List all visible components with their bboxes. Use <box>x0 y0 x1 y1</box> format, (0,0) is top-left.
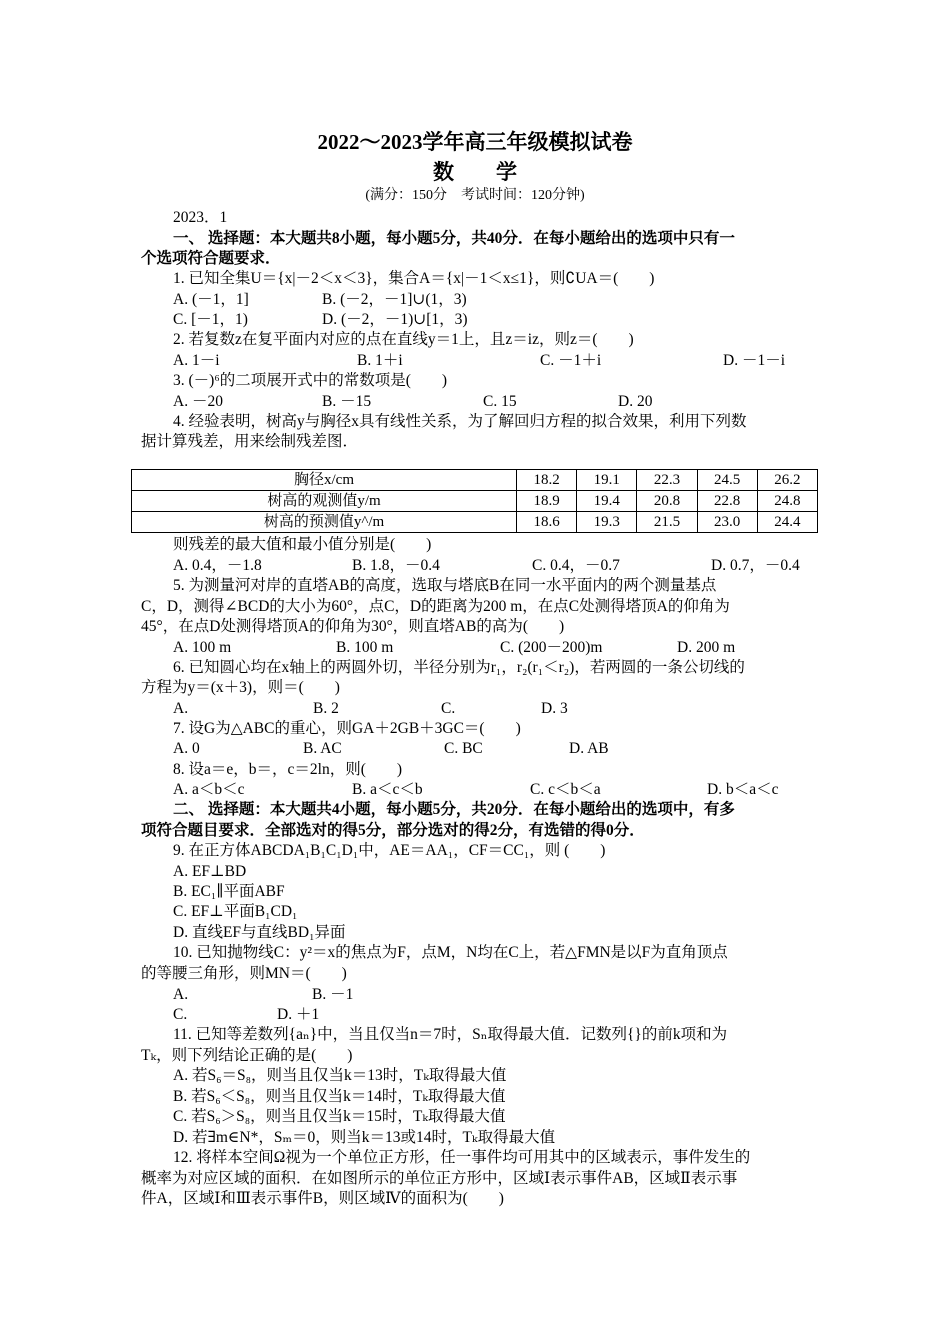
q4-option-d: D. 0.7，－0.4 <box>711 557 800 574</box>
table-cell: 19.1 <box>577 470 637 491</box>
table-cell: 18.2 <box>517 470 577 491</box>
q8-option-a: A. a＜b＜c <box>173 781 245 798</box>
question-10-stem-cont: 的等腰三角形，则MN＝( ) <box>141 965 347 982</box>
q11-option-b: B. 若S₆＜S₈，则当且仅当k＝14时，Tₖ取得最大值 <box>173 1088 506 1105</box>
subject-title: 数 学 <box>433 160 517 184</box>
question-7-stem: 7. 设G为△ABC的重心，则GA＋2GB＋3GC＝( ) <box>173 720 521 737</box>
question-5-stem-cont: C，D，测得∠BCD的大小为60°，点C，D的距离为200 m，在点C处测得塔顶A的仰角为 <box>141 598 730 615</box>
q10-option-b: B. －1 <box>312 986 354 1003</box>
q10-option-a: A. <box>173 986 189 1003</box>
q4-option-b: B. 1.8，－0.4 <box>352 557 440 574</box>
q3-option-d: D. 20 <box>618 393 653 410</box>
question-4-stem: 4. 经验表明，树高y与胸径x具有线性关系，为了解回归方程的拟合效果，利用下列数 <box>173 413 747 430</box>
section-1-heading-cont: 个选项符合题要求． <box>141 250 281 267</box>
q7-option-c: C. BC <box>444 740 483 757</box>
table-cell: 26.2 <box>757 470 817 491</box>
q3-option-a: A. －20 <box>173 393 223 410</box>
question-11-stem-cont: Tₖ，则下列结论正确的是( ) <box>141 1047 353 1064</box>
table-cell: 23.0 <box>697 512 757 533</box>
tree-data-table <box>131 469 818 533</box>
table-row <box>132 512 818 533</box>
table-cell: 24.8 <box>757 491 817 512</box>
q2-option-d: D. －1－i <box>723 352 786 369</box>
question-3-stem: 3. (－)⁶的二项展开式中的常数项是( ) <box>173 372 448 389</box>
table-cell: 18.6 <box>517 512 577 533</box>
question-10-stem: 10. 已知抛物线C：y²＝x的焦点为F，点M，N均在C上，若△FMN是以F为直角顶点 <box>173 944 728 961</box>
table-row <box>132 491 818 512</box>
q2-option-a: A. 1－i <box>173 352 220 369</box>
q6-option-d: D. 3 <box>541 700 568 717</box>
section-2-heading: 二、 选择题：本大题共4小题，每小题5分，共20分．在每小题给出的选项中，有多 <box>173 801 735 818</box>
q7-option-d: D. AB <box>569 740 609 757</box>
q6-option-c: C. <box>441 700 456 717</box>
section-2-heading-cont: 项符合题目要求．全部选对的得5分，部分选对的得2分，有选错的得0分． <box>141 822 645 839</box>
q8-option-b: B. a＜c＜b <box>352 781 423 798</box>
q5-option-d: D. 200 m <box>677 639 736 656</box>
q4-option-a: A. 0.4，－1.8 <box>173 557 262 574</box>
q3-option-c: C. 15 <box>483 393 517 410</box>
q10-option-c: C. <box>173 1006 188 1023</box>
table-cell: 24.4 <box>757 512 817 533</box>
q3-option-b: B. －15 <box>322 393 372 410</box>
q2-option-b: B. 1＋i <box>357 352 403 369</box>
table-row <box>132 470 818 491</box>
table-cell: 18.9 <box>517 491 577 512</box>
question-11-stem: 11. 已知等差数列{aₙ}中，当且仅当n＝7时，Sₙ取得最大值．记数列{}的前k项和为 <box>173 1026 728 1043</box>
q11-option-c: C. 若S₆＞S₈，则当且仅当k＝15时，Tₖ取得最大值 <box>173 1108 506 1125</box>
q5-option-c: C. (200－200)m <box>500 639 603 656</box>
section-1-heading: 一、 选择题：本大题共8小题，每小题5分，共40分．在每小题给出的选项中只有一 <box>173 230 735 247</box>
q11-option-d: D. 若∃m∈N*，Sₘ＝0，则当k＝13或14时，Tₖ取得最大值 <box>173 1129 556 1146</box>
q1-option-d: D. (－2，－1)∪[1，3) <box>322 311 468 328</box>
q9-option-a: A. EF⊥BD <box>173 863 247 880</box>
q9-option-c: C. EF⊥平面B₁CD₁ <box>173 903 298 920</box>
question-4-prompt: 则残差的最大值和最小值分别是( ) <box>173 536 432 553</box>
q6-option-b: B. 2 <box>313 700 339 717</box>
q1-option-a: A. (－1，1] <box>173 291 249 308</box>
question-8-stem: 8. 设a＝e，b＝，c＝2ln，则( ) <box>173 761 403 778</box>
q1-option-c: C. [－1，1) <box>173 311 248 328</box>
question-6-stem: 6. 已知圆心均在x轴上的两圆外切，半径分别为r₁，r₂(r₁＜r₂)，若两圆的一条公切线的 <box>173 659 745 676</box>
q8-option-c: C. c＜b＜a <box>530 781 601 798</box>
q1-option-b: B. (－2，－1]∪(1，3) <box>322 291 467 308</box>
question-4-stem-cont: 据计算残差，用来绘制残差图． <box>141 433 359 450</box>
table-cell: 20.8 <box>637 491 697 512</box>
row-label: 胸径x/cm <box>132 470 517 491</box>
q9-option-b: B. EC₁∥平面ABF <box>173 883 285 900</box>
row-label: 树高的观测值y/m <box>132 491 517 512</box>
q10-option-d: D. ＋1 <box>277 1006 320 1023</box>
q11-option-a: A. 若S₆＝S₈，则当且仅当k＝13时，Tₖ取得最大值 <box>173 1067 507 1084</box>
exam-date: 2023．1 <box>173 209 228 226</box>
q5-option-b: B. 100 m <box>336 639 394 656</box>
question-12-stem-cont: 件A，区域Ⅰ和Ⅲ表示事件B，则区域Ⅳ的面积为( ) <box>141 1190 504 1207</box>
q7-option-a: A. 0 <box>173 740 200 757</box>
q7-option-b: B. AC <box>303 740 342 757</box>
question-1-stem: 1. 已知全集U＝{x|－2＜x＜3}，集合A＝{x|－1＜x≤1}，则∁UA＝( ) <box>173 270 655 287</box>
table-cell: 19.4 <box>577 491 637 512</box>
question-12-stem: 12. 将样本空间Ω视为一个单位正方形，任一事件均可用其中的区域表示，事件发生的 <box>173 1149 751 1166</box>
row-label: 树高的预测值y^/m <box>132 512 517 533</box>
q8-option-d: D. b＜a＜c <box>707 781 779 798</box>
exam-info: (满分：150分 考试时间：120分钟) <box>365 188 585 203</box>
question-6-stem-cont: 方程为y＝(x＋3)，则＝( ) <box>141 679 340 696</box>
question-12-stem-cont: 概率为对应区域的面积．在如图所示的单位正方形中，区域Ⅰ表示事件AB，区域Ⅱ表示事 <box>141 1170 738 1187</box>
exam-title: 2022～2023学年高三年级模拟试卷 <box>317 130 633 154</box>
question-5-stem-cont: 45°，在点D处测得塔顶A的仰角为30°，则直塔AB的高为( ) <box>141 618 565 635</box>
table-cell: 24.5 <box>697 470 757 491</box>
q4-option-c: C. 0.4，－0.7 <box>532 557 620 574</box>
q5-option-a: A. 100 m <box>173 639 232 656</box>
question-2-stem: 2. 若复数z在复平面内对应的点在直线y＝1上，且z＝iz，则z＝( ) <box>173 331 634 348</box>
q9-option-d: D. 直线EF与直线BD₁异面 <box>173 924 346 941</box>
question-9-stem: 9. 在正方体ABCDA₁B₁C₁D₁中，AE＝AA₁，CF＝CC₁，则 ( ) <box>173 842 606 859</box>
question-5-stem: 5. 为测量河对岸的直塔AB的高度，选取与塔底B在同一水平面内的两个测量基点 <box>173 577 717 594</box>
q6-option-a: A. <box>173 700 189 717</box>
q2-option-c: C. －1＋i <box>540 352 602 369</box>
table-cell: 22.8 <box>697 491 757 512</box>
table-cell: 19.3 <box>577 512 637 533</box>
table-cell: 21.5 <box>637 512 697 533</box>
table-cell: 22.3 <box>637 470 697 491</box>
